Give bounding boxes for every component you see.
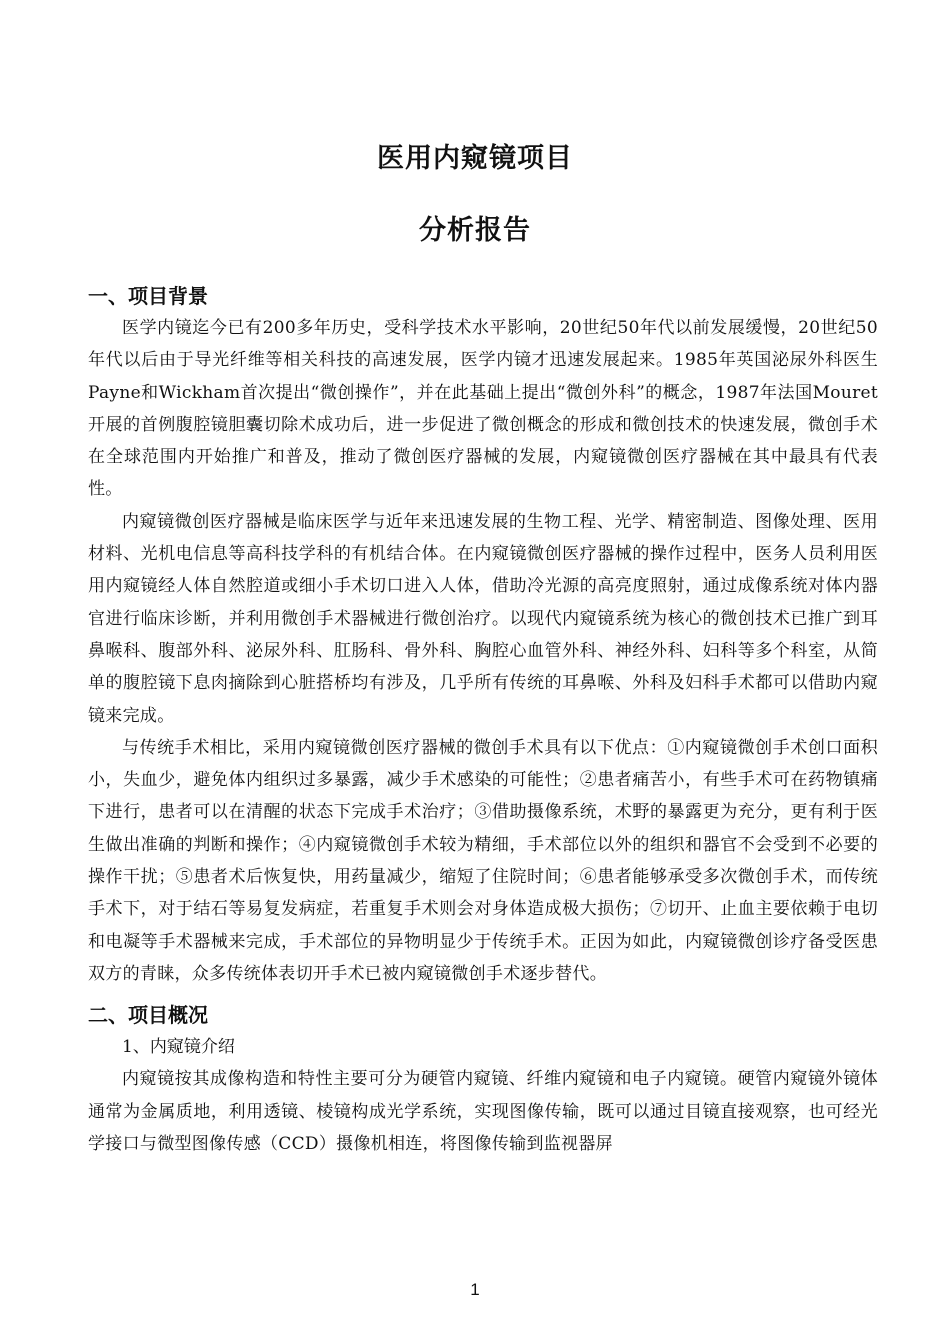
paragraph-definition: 内窥镜微创医疗器械是临床医学与近年来迅速发展的生物工程、光学、精密制造、图像处理、医用材料、光机电信息等高科技学科的有机结合体。在内窥镜微创医疗器械的操作过程中，医务人员利用医用内窥镜经人体自然腔道或细小手术切口进入人体，借助冷光源的高亮度照射，通过成像系统对体内器官进行临床诊断，并利用微创手术器械进行微创治疗。以现代内窥镜系统为核心的微创技术已推广到耳鼻喉科、腹部外科、泌尿外科、肛肠科、骨外科、胸腔心血管外科、神经外科、妇科等多个科室，从简单的腹腔镜下息肉摘除到心脏搭桥均有涉及，几乎所有传统的耳鼻喉、外科及妇科手术都可以借助内窥镜来完成。: [88, 511, 878, 726]
section-heading-overview: 二、项目概况: [88, 1003, 208, 1028]
page-number: 1: [470, 1280, 480, 1299]
document-subtitle: 分析报告: [419, 215, 531, 246]
paragraph-history: 医学内镜迄今已有200多年历史，受科学技术水平影响，20世纪50年代以前发展缓慢，20世纪50年代以后由于导光纤维等相关科技的高速发展，医学内镜才迅速发展起来。1985年英国泌尿外科医生Payne和Wickham首次提出“微创操作”，并在此基础上提出“微创外科”的概念，1987年法国Mouret开展的首例腹腔镜胆囊切除术成功后，进一步促进了微创概念的形成和微创技术的快速发展，微创手术在全球范围内开始推广和普及，推动了微创医疗器械的发展，内窥镜微创医疗器械在其中最具有代表性。: [88, 318, 878, 500]
document-title: 医用内窥镜项目: [377, 143, 573, 174]
paragraph-endoscope-types: 内窥镜按其成像构造和特性主要可分为硬管内窥镜、纤维内窥镜和电子内窥镜。硬管内窥镜外镜体通常为金属质地，利用透镜、棱镜构成光学系统，实现图像传输，既可以通过目镜直接观察，也可经光学接口与微型图像传感（CCD）摄像机相连，将图像传输到监视器屏: [88, 1069, 878, 1154]
document-body: [88, 280, 878, 1160]
section-heading-background: 一、项目背景: [88, 284, 208, 308]
subheading-endoscope-intro: 1、内窥镜介绍: [122, 1037, 235, 1058]
paragraph-advantages: 与传统手术相比，采用内窥镜微创医疗器械的微创手术具有以下优点：①内窥镜微创手术创口面积小，失血少，避免体内组织过多暴露，减少手术感染的可能性；②患者痛苦小，有些手术可在药物镇痛下进行，患者可以在清醒的状态下完成手术治疗；③借助摄像系统，术野的暴露更为充分，更有利于医生做出准确的判断和操作；④内窥镜微创手术较为精细，手术部位以外的组织和器官不会受到不必要的操作干扰；⑤患者术后恢复快，用药量减少，缩短了住院时间；⑥患者能够承受多次微创手术，而传统手术下，对于结石等易复发病症，若重复手术则会对身体造成极大损伤；⑦切开、止血主要依赖于电切和电凝等手术器械来完成，手术部位的异物明显少于传统手术。正因为如此，内窥镜微创诊疗备受医患双方的青睐，众多传统体表切开手术已被内窥镜微创手术逐步替代。: [88, 737, 878, 984]
